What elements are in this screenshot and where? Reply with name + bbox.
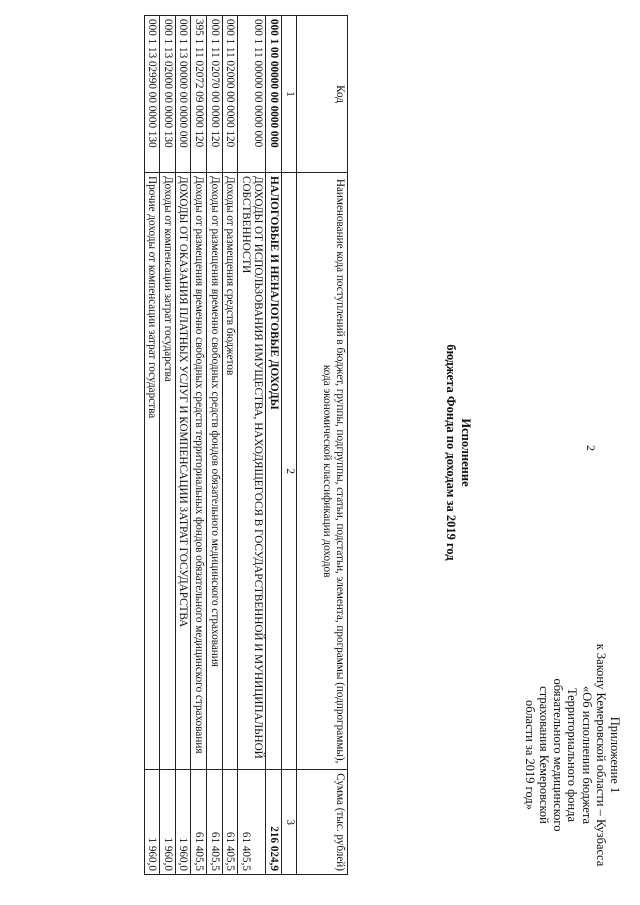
table-row: [175, 16, 191, 875]
appendix-line: страхования Кемеровской: [536, 686, 551, 824]
column-number-row: [282, 16, 297, 875]
table-header-row: [297, 16, 348, 875]
row-code: 000 1 11 00000 00 0000 000: [238, 16, 266, 173]
table-row: [238, 16, 266, 875]
row-sum: 61 405,5: [222, 770, 238, 875]
row-sum: 1 960,0: [144, 770, 160, 875]
column-number: 1: [282, 16, 297, 173]
row-sum: 1 960,0: [175, 770, 191, 875]
row-code: 000 1 13 00000 00 0000 000: [175, 16, 191, 173]
row-code: 000 1 13 02990 00 0000 130: [144, 16, 160, 173]
revenue-table: [144, 15, 348, 875]
appendix-note: [523, 640, 622, 870]
appendix-line: Приложение 1: [608, 716, 622, 794]
document-subtitle: бюджета Фонда по доходам за 2019 год: [444, 344, 458, 561]
header-code: Код: [297, 16, 348, 173]
row-name: Доходы от размещения средств бюджетов: [222, 173, 238, 770]
table-row: [222, 16, 238, 875]
document-title: Исполнение: [459, 418, 473, 487]
appendix-line: Территориального фонда: [565, 687, 580, 823]
row-name: Доходы от компенсации затрат государства: [160, 173, 176, 770]
row-sum: 216 024,9: [266, 770, 282, 875]
table-row: [144, 16, 160, 875]
table-row: [207, 16, 223, 875]
appendix-line: обязательного медицинского: [551, 678, 566, 832]
row-sum: 61 405,5: [238, 770, 266, 875]
row-code: 395 1 11 02072 09 0000 120: [191, 16, 207, 173]
appendix-line: к Закону Кемеровской области – Кузбасса: [593, 643, 608, 867]
row-name: Прочие доходы от компенсации затрат государства: [144, 173, 160, 770]
row-code: 000 1 11 02070 00 0000 120: [207, 16, 223, 173]
row-name: ДОХОДЫ ОТ ИСПОЛЬЗОВАНИЯ ИМУЩЕСТВА, НАХОДЯЩЕГОСЯ В ГОСУДАРСТВЕННОЙ И МУНИЦИПАЛЬНОЙ СОБСТВЕННОСТИ: [238, 173, 266, 770]
row-name: Доходы от размещения временно свободных средств территориальных фондов обязательного медицинского страхования: [191, 173, 207, 770]
row-sum: 1 960,0: [160, 770, 176, 875]
table-row: [160, 16, 176, 875]
header-name: Наименование кода поступлений в бюджет, группы, подгруппы, статьи, подстатьи, элемента, программы (подпрограммы), кода экономической классификации доходов: [297, 173, 348, 770]
row-name: Доходы от размещения временно свободных средств фондов обязательного медицинского страхования: [207, 173, 223, 770]
row-sum: 61 405,5: [207, 770, 223, 875]
column-number: 3: [282, 770, 297, 875]
row-code: 000 1 00 00000 00 0000 000: [266, 16, 282, 173]
page-number: 2: [584, 445, 598, 451]
row-sum: 61 405,5: [191, 770, 207, 875]
appendix-line: области за 2019 год»: [522, 700, 537, 810]
column-number: 2: [282, 173, 297, 770]
table-row: [191, 16, 207, 875]
header-sum: Сумма (тыс. рублей): [297, 770, 348, 875]
row-name: ДОХОДЫ ОТ ОКАЗАНИЯ ПЛАТНЫХ УСЛУГ И КОМПЕНСАЦИИ ЗАТРАТ ГОСУДАРСТВА: [175, 173, 191, 770]
row-code: 000 1 11 02000 00 0000 120: [222, 16, 238, 173]
appendix-line: «Об исполнении бюджета: [579, 685, 594, 825]
row-name: НАЛОГОВЫЕ И НЕНАЛОГОВЫЕ ДОХОДЫ: [266, 173, 282, 770]
table-row: [266, 16, 282, 875]
row-code: 000 1 13 02000 00 0000 130: [160, 16, 176, 173]
